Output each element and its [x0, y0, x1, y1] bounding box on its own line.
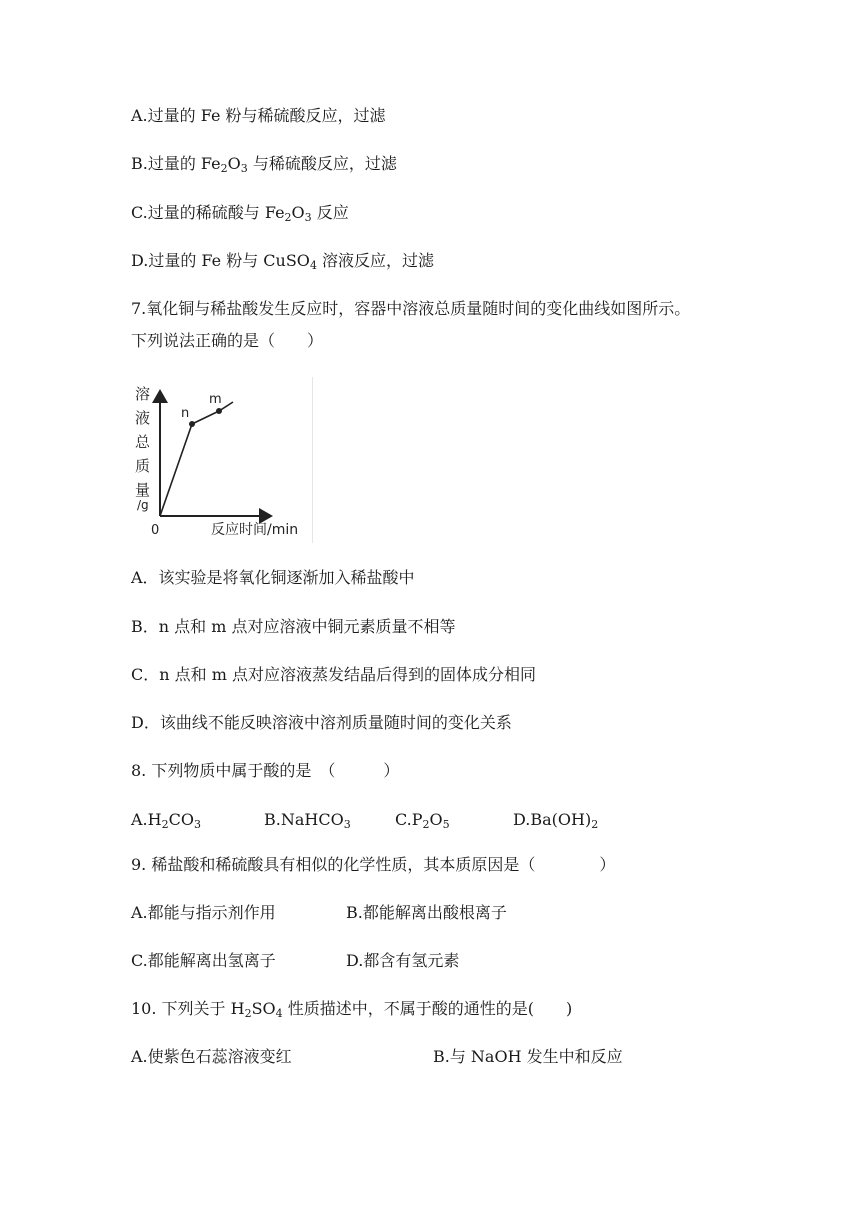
y-label-char-4: 质 [135, 457, 151, 475]
q6-option-d: D.过量的 Fe 粉与 CuSO$_4$ 溶液反应，过滤 [131, 251, 435, 272]
origin-label: 0 [151, 523, 160, 538]
q7-stem-line2: 下列说法正确的是（ ） [131, 331, 324, 350]
q8-option-c: $C.P_2O_5$ [395, 810, 450, 831]
point-m-label: m [209, 392, 222, 407]
y-label-char-3: 总 [135, 433, 151, 451]
graph-svg [129, 377, 312, 543]
x-axis-label: 反应时间/min [211, 522, 299, 538]
q7-stem-line1: 7.氧化铜与稀盐酸发生反应时，容器中溶液总质量随时间的变化曲线如图所示。 [131, 299, 691, 318]
q10-stem: 10. 下列关于 $H_2SO_4$ 性质描述中，不属于酸的通性的是( ) [131, 999, 573, 1020]
q9-option-a: A.都能与指示剂作用 [131, 903, 276, 922]
q6-option-c: C.过量的稀硫酸与 $Fe_2O_3$ 反应 [131, 203, 349, 224]
point-n-label: n [181, 406, 190, 421]
y-label-char-2: 液 [135, 409, 151, 427]
q8-option-a: $A.H_2CO_3$ [131, 810, 201, 831]
q7-option-d: D．该曲线不能反映溶液中溶剂质量随时间的变化关系 [131, 713, 512, 732]
y-label-unit: /g [137, 498, 149, 512]
q6-option-a: A.过量的 Fe 粉与稀硫酸反应，过滤 [131, 106, 386, 125]
q10-option-b: B.与 NaOH 发生中和反应 [433, 1047, 623, 1066]
q9-option-c: C.都能解离出氢离子 [131, 951, 276, 970]
q9-option-b: B.都能解离出酸根离子 [346, 903, 507, 922]
mass-curve [160, 402, 233, 516]
q8-option-b: B.NaHCO$_3$ [264, 810, 351, 831]
q6-option-b: B.过量的 $Fe_2O_3$ 与稀硫酸反应，过滤 [131, 154, 397, 175]
point-n-marker [189, 421, 195, 427]
q9-option-d: D.都含有氢元素 [346, 951, 460, 970]
q9-stem: 9. 稀盐酸和稀硫酸具有相似的化学性质，其本质原因是（ ） [131, 855, 616, 874]
q8-stem: 8. 下列物质中属于酸的是 （ ） [131, 761, 400, 780]
y-label-char-5: 量 [135, 481, 151, 499]
q7-option-a: A．该实验是将氧化铜逐渐加入稀盐酸中 [131, 568, 415, 587]
point-m-marker [216, 408, 222, 414]
q7-mass-time-graph [129, 377, 313, 543]
q8-option-d: $D.Ba(OH)_2$ [513, 810, 599, 831]
y-label-char-1: 溶 [135, 385, 151, 403]
q7-option-c: C．n 点和 m 点对应溶液蒸发结晶后得到的固体成分相同 [131, 665, 536, 684]
q7-option-b: B．n 点和 m 点对应溶液中铜元素质量不相等 [131, 617, 456, 636]
q10-option-a: A.使紫色石蕊溶液变红 [131, 1047, 292, 1066]
